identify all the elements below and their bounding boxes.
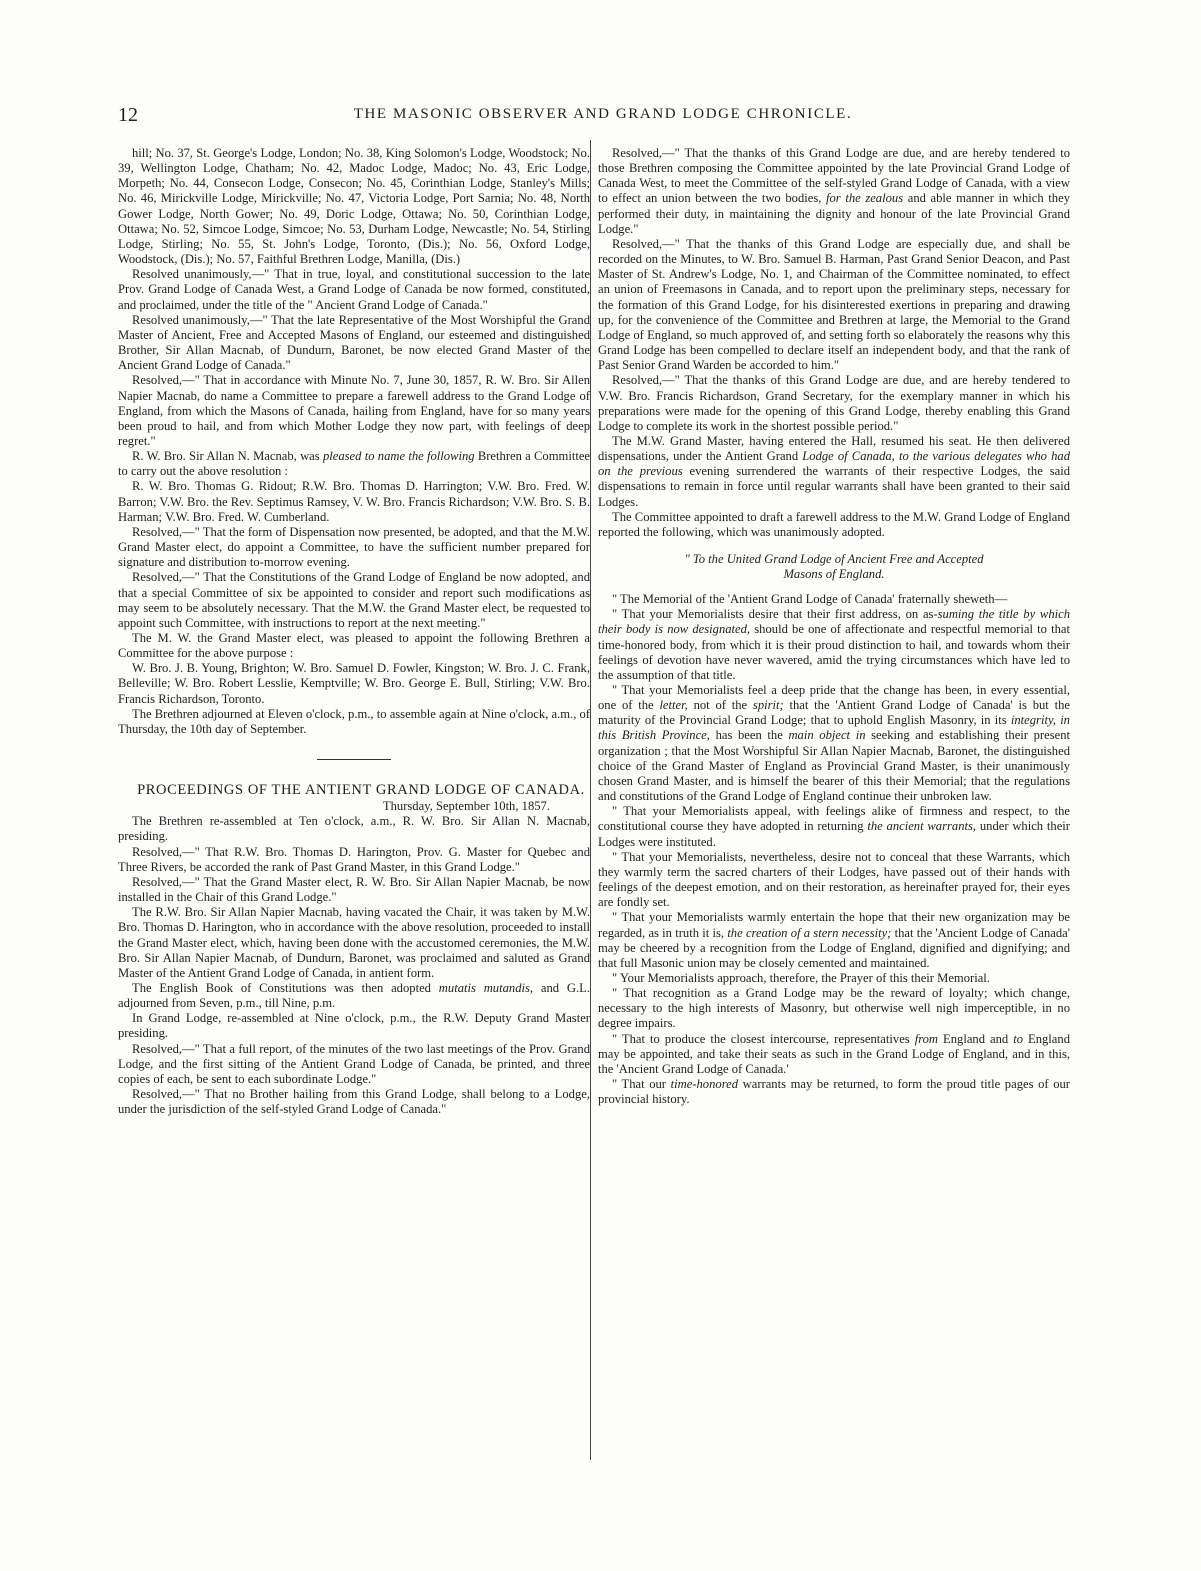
resolution-succession: Resolved unanimously,—" That in true, loyal, and constitutional succession to the late Prov. Grand Lodge of Canada West, a Grand Lodge of Canada be now formed, constituted, and proclaimed, under the title of the " Ancient Grand Lodge of Canada." — [118, 267, 590, 312]
lodge-list-paragraph: hill; No. 37, St. George's Lodge, London; No. 38, King Solomon's Lodge, Woodstock; No. 39, Wellington Lodge, Chatham; No. 42, Madoc Lodge, Madoc; No. 43, Eric Lodge, Morpeth; No. 44, Consecon Lodge, Consecon; No. 45, Corinthian Lodge, Stanley's Mills; No. 46, Mirickville Lodge, Mirickville; No. 47, Victoria Lodge, Port Sarnia; No. 48, North Gower Lodge, North Gower; No. 49, Doric Lodge, Ottawa; No. 50, Corinthian Lodge, Ottawa; No. 52, Simcoe Lodge, Simcoe; No. 53, Durham Lodge, Newcastle; No. 54, Stirling Lodge, Stirling; No. 55, St. John's Lodge, Toronto, (Dis.); No. 56, Oxford Lodge, Woodstock, (Dis.); No. 57, Faithful Brethren Lodge, Manilla, (Dis.) — [118, 146, 590, 267]
grand-master-appoints: The M. W. the Grand Master elect, was pleased to appoint the following Brethren a Committee for the above purpose : — [118, 631, 590, 661]
text-run: " That your Memorialists feel a deep pride that the change has been, in every essential, one of the — [598, 683, 1070, 713]
committee-list-2: W. Bro. J. B. Young, Brighton; W. Bro. Samuel D. Fowler, Kingston; W. Bro. J. C. Frank, Belleville; W. Bro. Robert Lesslie, Kemptville; W. Bro. George E. Bull, Stirling; V.W. Bro. Francis Richardson, Toronto. — [118, 661, 590, 706]
resolution-thanks-harman: Resolved,—" That the thanks of this Grand Lodge are especially due, and shall be recorded on the Minutes, to W. Bro. Samuel B. Harman, Past Grand Senior Deacon, and Past Master of St. Andrew's Lodge, No. 1, and Chairman of the Committee nominated, to effect an union of Freemasons in Canada, and to report upon the preliminary steps, necessary for the formation of this Grand Lodge, for his disinterested exertions in preparing and drawing up, for the convenience of the Committee and Brethren at large, the Memorial to the Grand Lodge of England, so much approved of, and setting forth so elaborately the reasons why this Grand Lodge has been compelled to declare itself an independent body, and that the rank of Past Senior Grand Warden be accorded to him." — [598, 236, 1070, 373]
page-number: 12 — [118, 104, 138, 126]
text-run: should be one of affectionate and respectful memorial to that time-honored body, from which it is their proud distinction to hail, and towards whom their feelings of devotion have never wavered, amid the trying circumstances which have led to the assumption of that title. — [598, 622, 1070, 682]
deputy-presiding-paragraph: In Grand Lodge, re-assembled at Nine o'clock, p.m., the R.W. Deputy Grand Master presiding. — [118, 1011, 590, 1041]
text-run: Resolved,—" That the thanks of this Grand Lodge are due, and are hereby tendered to those Brethren composing the Committee appointed by the late Provincial Grand Lodge of Canada West, to meet the Committee of the self-styled Grand Lodge of Canada, with a view to effect an union between the two bodies, — [598, 146, 1070, 206]
text-run: England and — [938, 1031, 1014, 1046]
memorial-opening: " The Memorial of the 'Antient Grand Lodge of Canada' fraternally sheweth— — [612, 592, 1008, 607]
text-run: " That our — [612, 1077, 671, 1092]
text-run: has been the — [709, 728, 789, 743]
resolution-no-brother: Resolved,—" That no Brother hailing from this Grand Lodge, shall belong to a Lodge, under the jurisdiction of the self-styled Grand Lodge of Canada." — [118, 1087, 590, 1117]
text-run: that the 'Antient Grand Lodge of Canada' is but the maturity of the Provincial Grand Lodge; that to uphold English Masonry, in its — [598, 698, 1070, 728]
text-run: England may be appointed, and take their seats as such in the Grand Lodge of England, and in this, the 'Ancient Grand Lodge of Canada.' — [598, 1031, 1070, 1076]
italic-run: suming the title by which their body is now designated, — [598, 607, 1070, 637]
adjourned-paragraph: The Brethren adjourned at Eleven o'clock, p.m., to assemble again at Nine o'clock, a.m., of Thursday, the 10th day of September. — [118, 706, 590, 736]
italic-run: the ancient warrants, — [867, 819, 977, 834]
text-run: that the 'Ancient Lodge of Canada' may be cheered by a recognition from the Lodge of England, dignified and dignifying; and that full Masonic union may be closely cemented and maintained. — [598, 925, 1070, 970]
book-of-constitutions-paragraph — [118, 981, 590, 1011]
italic-run: Lodge of Canada, to the various delegates who had on the previous — [598, 449, 1070, 479]
text-run: The English Book of Constitutions was then adopted — [132, 980, 439, 995]
resolution-harington: Resolved,—" That R.W. Bro. Thomas D. Harington, Prov. G. Master for Quebec and Three Rivers, be accorded the rank of Past Grand Master, in this Grand Lodge." — [118, 844, 590, 874]
committee-named-paragraph — [118, 449, 590, 479]
text-run: " That your Memorialists warmly entertain the hope that their new organization may be regarded, as in truth it is, — [598, 910, 1070, 940]
italic-run: to — [1013, 1031, 1024, 1046]
italic-run: from — [914, 1031, 939, 1046]
memorial-heading-line-2: Masons of England. — [783, 567, 885, 582]
section-title: PROCEEDINGS OF THE ANTIENT GRAND LODGE OF CANADA. — [137, 782, 585, 799]
column-divider — [590, 140, 591, 1460]
memorial-intercourse — [598, 1032, 1070, 1077]
text-run: Brethren a Committee to carry out the above resolution : — [118, 449, 590, 479]
memorial-appeal — [598, 804, 1070, 849]
left-column — [118, 146, 590, 1117]
italic-run: time-honored — [670, 1077, 739, 1092]
text-run: " That to produce the closest intercourse, representatives — [612, 1031, 915, 1046]
resolution-installed: Resolved,—" That the Grand Master elect, R. W. Bro. Sir Allan Napier Macnab, be now installed in the Chair of this Grand Lodge." — [118, 874, 590, 905]
committee-reported-paragraph: The Committee appointed to draft a farewell address to the M.W. Grand Lodge of England reported the following, which was unanimously adopted. — [598, 509, 1070, 539]
dispensations-paragraph — [598, 434, 1070, 510]
memorial-hope — [598, 910, 1070, 971]
memorial-deep-pride — [598, 683, 1070, 804]
resolution-thanks-richardson: Resolved,—" That the thanks of this Grand Lodge are due, and are hereby tendered to V.W. Bro. Francis Richardson, Grand Secretary, for the exemplary manner in which his preparations were made for the opening of this Grand Lodge, thereby enabling this Grand Lodge to complete its work in the shortest possible period." — [598, 373, 1070, 433]
resolution-dispensation: Resolved,—" That the form of Dispensation now presented, be adopted, and that the M.W. Grand Master elect, do appoint a Committee, to have the sufficient number prepared for signature and distribution to-morrow evening. — [118, 524, 590, 570]
resolution-report: Resolved,—" That a full report, of the minutes of the two last meetings of the Prov. Grand Lodge, and the first sitting of the Antient Grand Lodge of Canada, be printed, and three copies of each, be sent to each subordinate Lodge." — [118, 1041, 590, 1086]
italic-run: the creation of a stern necessity; — [727, 925, 892, 940]
text-run: seeking and establishing their present organization ; that the Most Worshipful Sir Allan Napier Macnab, Baronet, the distinguished choice of the Grand Master of England as Provincial Grand Master, is their unanimously chosen Grand Master, and is himself the bearer of this their Memorial; that the regulations and constitutions of the Grand Lodge of England continue their unbroken law. — [598, 728, 1070, 804]
installation-paragraph: The R.W. Bro. Sir Allan Napier Macnab, having vacated the Chair, it was taken by M.W. Bro. Thomas D. Harington, who in accordance with the above resolution, proceeded to install the Grand Master elect, which, having been done with the accustomed ceremonies, the M.W. Bro. Sir Allan Napier Macnab, of Dundurn, Baronet, was proclaimed and saluted as Grand Master of the Antient Grand Lodge of Canada, in antient form. — [118, 905, 590, 980]
italic-run: spirit; — [752, 698, 784, 713]
memorial-conceal: " That your Memorialists, nevertheless, desire not to conceal that these Warrants, which they warmly term the sacred charters of their Lodges, have passed out of their hands with feelings of the deepest emotion, and on their restoration, as hereinafter prayed for, their eyes are fondly set. — [598, 849, 1070, 910]
right-column — [598, 146, 1070, 1107]
section-separator — [317, 759, 391, 760]
dateline: Thursday, September 10th, 1857. — [382, 799, 550, 814]
running-title: THE MASONIC OBSERVER AND GRAND LODGE CHRONICLE. — [353, 106, 853, 122]
text-run: and able manner in which they performed their duty, in maintaining the dignity and honour of the late Provincial Grand Lodge." — [598, 191, 1070, 236]
memorial-first-address — [598, 607, 1070, 683]
text-run: and G.L. adjourned from Seven, p.m., till Nine, p.m. — [118, 980, 590, 1011]
reassembled-paragraph: The Brethren re-assembled at Ten o'clock, a.m., R. W. Bro. Sir Allan N. Macnab, presiding. — [118, 814, 590, 844]
resolution-grand-master: Resolved unanimously,—" That the late Representative of the Most Worshipful the Grand Master of Ancient, Free and Accepted Masons of England, our esteemed and distinguished Brother, Sir Allan Macnab, of Dundurn, Baronet, be now elected Grand Master of the Ancient Grand Lodge of Canada." — [118, 312, 590, 373]
italic-run: mutatis mutandis, — [438, 980, 534, 995]
text-run: " That your Memorialists appeal, with feelings alike of firmness and respect, to the constitutional course they have adopted in returning — [598, 804, 1070, 834]
memorial-prayer: " Your Memorialists approach, therefore, the Prayer of this their Memorial. — [612, 970, 990, 985]
text-run: not of the — [687, 698, 753, 713]
text-run: " That your Memorialists desire that their first address, on as- — [612, 607, 938, 622]
italic-run: letter, — [659, 698, 688, 713]
text-run: The M.W. Grand Master, having entered the Hall, resumed his seat. He then delivered dispensations, under the Antient Grand — [598, 433, 1070, 464]
text-run: warrants may be returned, to form the proud title pages of our provincial history. — [598, 1077, 1070, 1107]
text-run: evening surrendered the warrants of their respective Lodges, the said dispensations to remain in force until regular warrants shall have been granted to their said Lodges. — [598, 464, 1070, 509]
italic-run: pleased to name the following — [322, 449, 475, 464]
resolution-farewell: Resolved,—" That in accordance with Minute No. 7, June 30, 1857, R. W. Bro. Sir Allen Napier Macnab, do name a Committee to prepare a farewell address to the Grand Lodge of England, from which the Masons of Canada, hailing from England, have for so many years been proud to hail, and from which Mother Lodge they now part, with feelings of deep regret." — [118, 373, 590, 448]
memorial-warrants — [598, 1077, 1070, 1107]
memorial-heading — [598, 552, 1070, 582]
text-run: R. W. Bro. Sir Allan N. Macnab, was — [132, 449, 323, 464]
text-run: under which their Lodges were instituted. — [598, 819, 1070, 849]
italic-run: main object in — [788, 728, 866, 743]
italic-run: for the zealous — [826, 191, 904, 206]
page-header — [118, 104, 1088, 126]
italic-run: integrity, in this British Province, — [598, 713, 1070, 743]
resolution-constitutions: Resolved,—" That the Constitutions of the Grand Lodge of England be now adopted, and that a special Committee of six be appointed to consider and report such modifications as may seem to be absolutely necessary. That the M.W. the Grand Master elect, be requested to appoint such Committee, with instructions to report at the next meeting." — [118, 570, 590, 630]
memorial-recognition: " That recognition as a Grand Lodge may be the reward of loyalty; which change, necessary to the high interests of Masonry, but otherwise well nigh imperceptible, in no degree impairs. — [598, 986, 1070, 1031]
committee-list-1: R. W. Bro. Thomas G. Ridout; R.W. Bro. Thomas D. Harrington; V.W. Bro. Fred. W. Barron; V.W. Bro. the Rev. Septimus Ramsey, V. W. Bro. Francis Richardson; V.W. Bro. S. B. Harman; V.W. Bro. Fred. W. Cumberland. — [118, 479, 590, 524]
resolution-thanks-committee — [598, 146, 1070, 237]
memorial-heading-line-1: " To the United Grand Lodge of Ancient Free and Accepted — [684, 552, 984, 567]
